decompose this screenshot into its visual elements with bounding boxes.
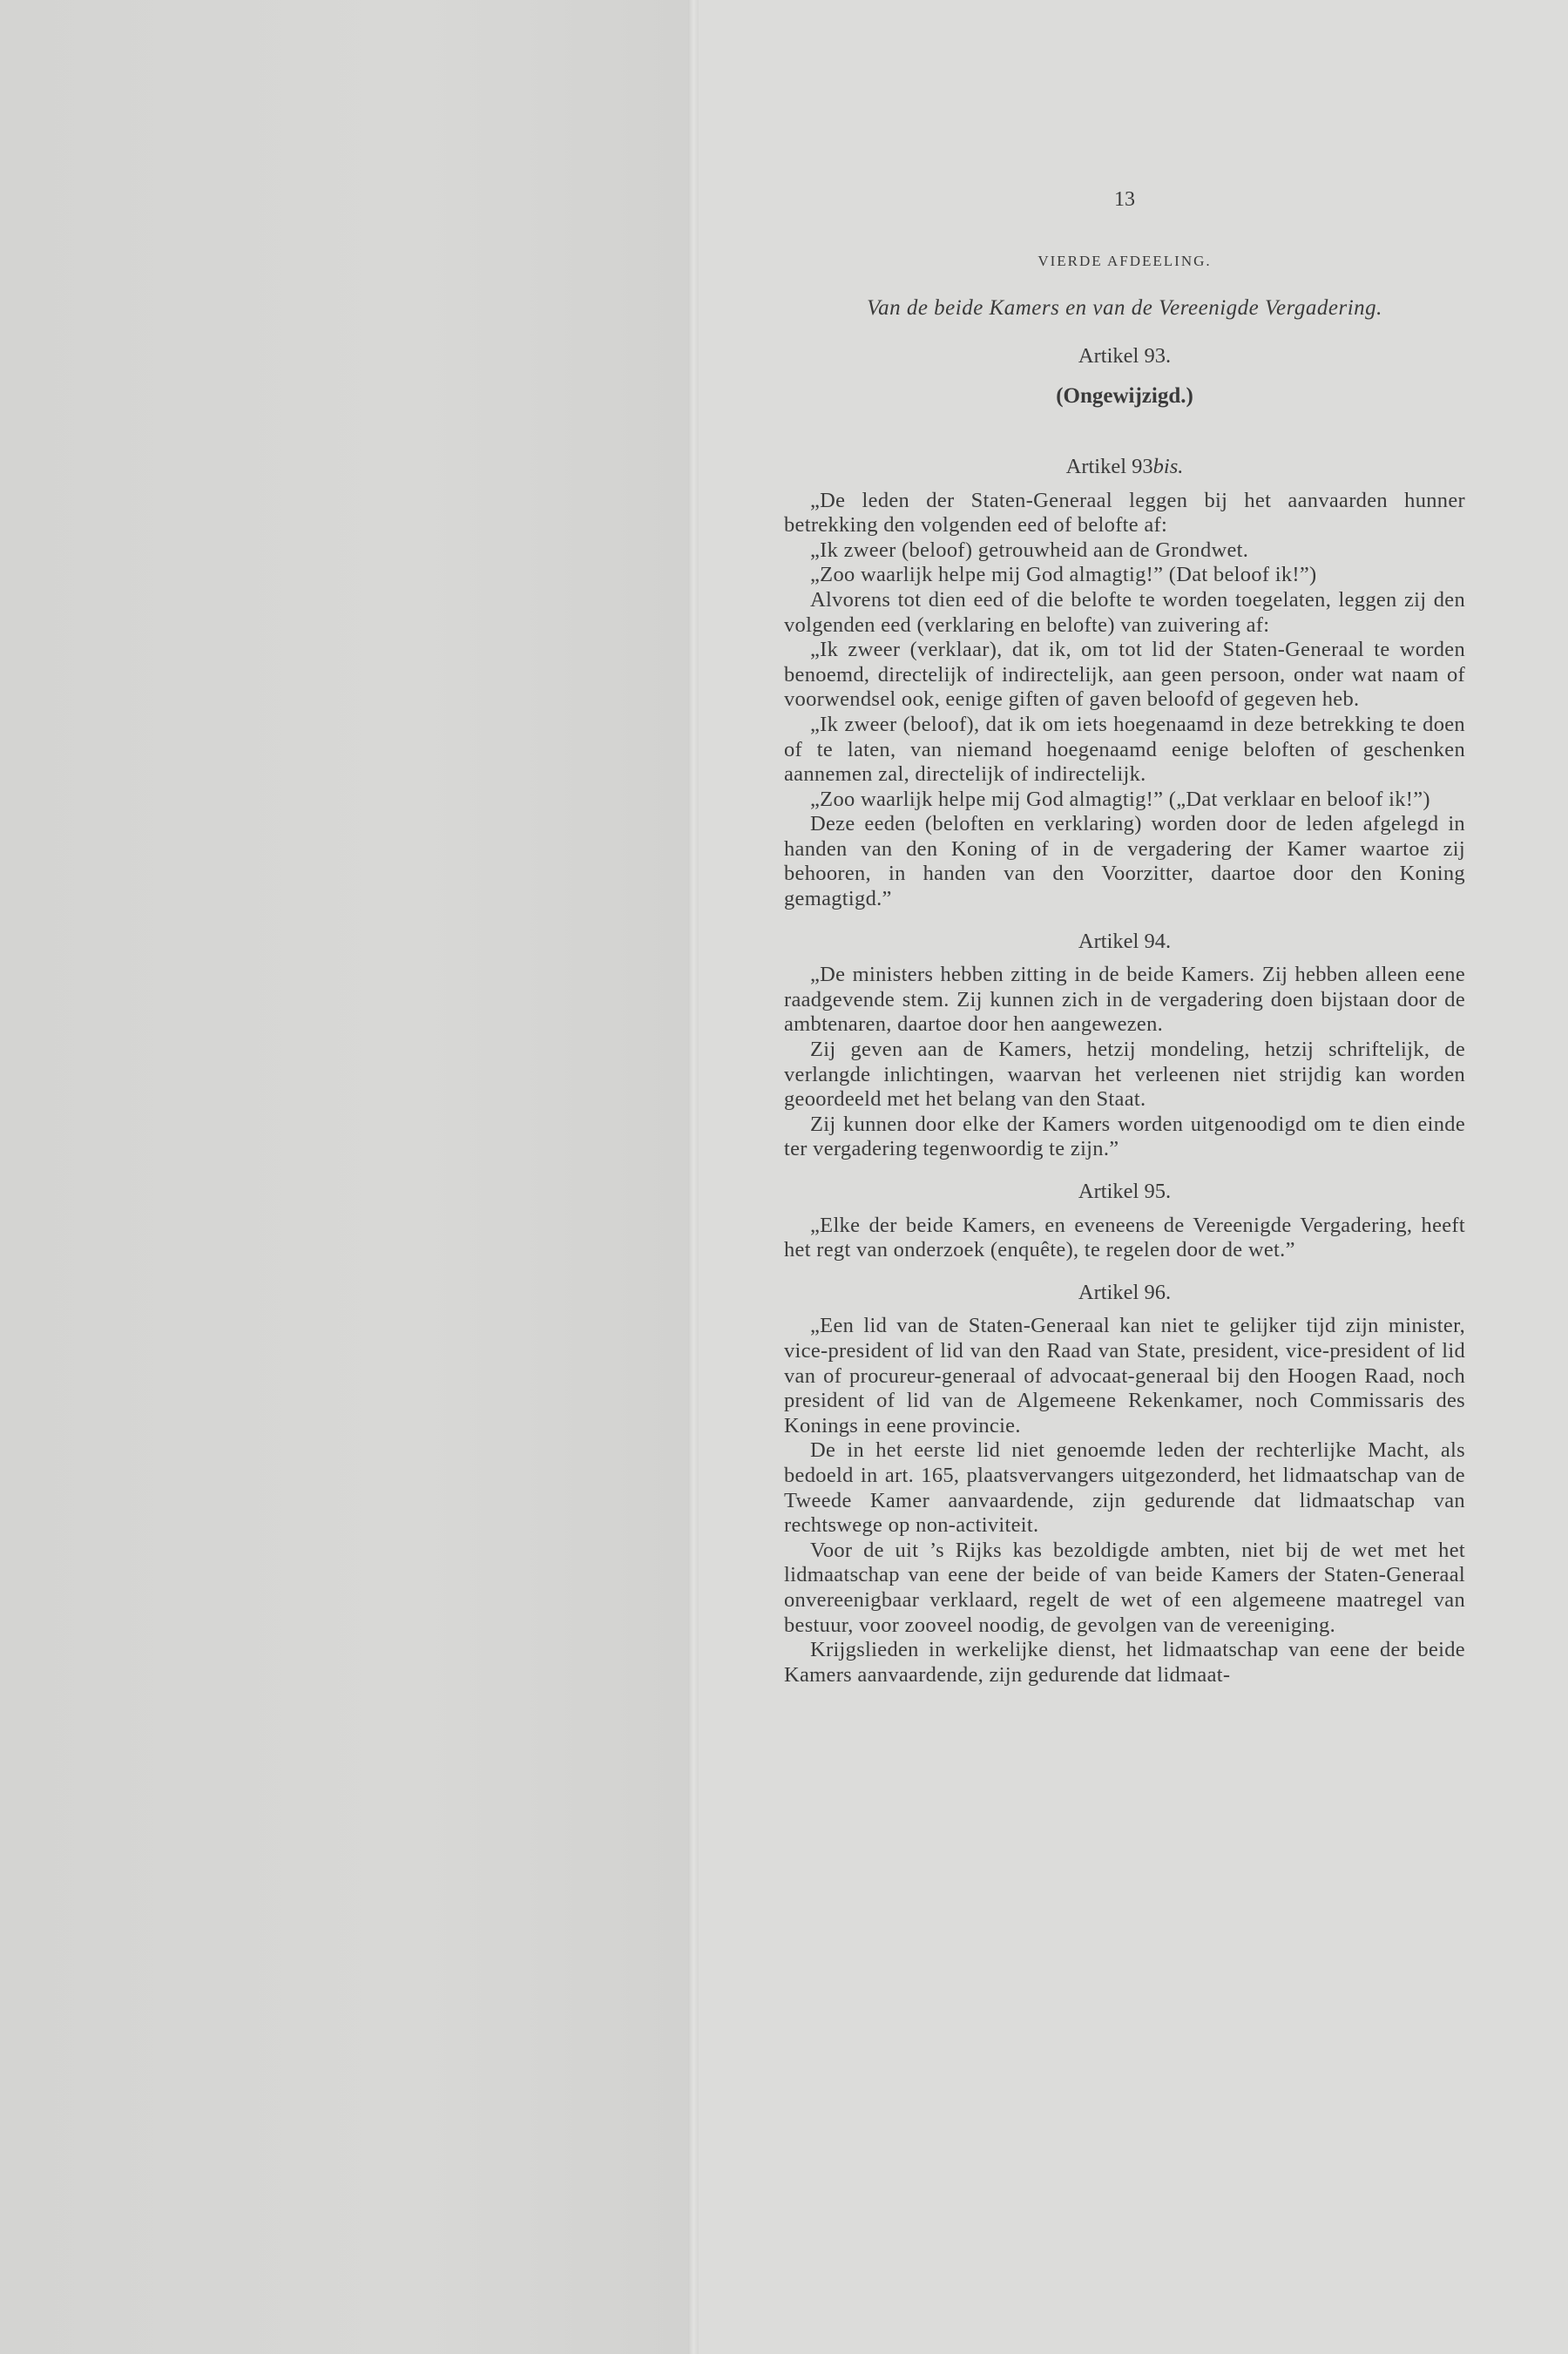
article-body	[784, 1314, 1465, 1688]
article-title	[784, 1180, 1465, 1205]
article-title	[784, 455, 1465, 480]
paragraph: Zij kunnen door elke der Kamers worden uitgenoodigd om te dien einde ter vergadering tegenwoordig te zijn.”	[784, 1112, 1465, 1161]
article-title	[784, 930, 1465, 955]
article-note: (Ongewijzigd.)	[1056, 384, 1193, 409]
article-title	[784, 344, 1465, 369]
paragraph: Deze eeden (beloften en verklaring) worden door de leden afgelegd in handen van den Koning of in de vergadering der Kamer waartoe zij behooren, in handen van den Voorzitter, daartoe door den Koning gemagtigd.”	[784, 812, 1465, 911]
paragraph: Alvorens tot dien eed of die belofte te worden toegelaten, leggen zij den volgenden eed (verklaring en belofte) van zuivering af:	[784, 587, 1465, 637]
paragraph: „De leden der Staten-Generaal leggen bij het aanvaarden hunner betrekking den volgenden eed of belofte af:	[784, 488, 1465, 538]
article	[784, 930, 1465, 1162]
chapter-title: Van de beide Kamers en van de Vereenigde Vergadering.	[867, 296, 1382, 321]
text-column	[784, 187, 1465, 1705]
article-body	[784, 963, 1465, 1162]
article-body	[784, 1214, 1465, 1263]
article-title	[784, 1281, 1465, 1306]
article-title-text: Artikel 93	[1065, 454, 1153, 478]
paragraph: „Elke der beide Kamers, en eveneens de Vereenigde Vergadering, heeft het regt van onderzoek (enquête), te regelen door de wet.”	[784, 1213, 1465, 1262]
paragraph: Krijgslieden in werkelijke dienst, het lidmaatschap van eene der beide Kamers aanvaardende, zijn gedurende dat lidmaat-	[784, 1638, 1465, 1687]
paragraph: „Een lid van de Staten-Generaal kan niet te gelijker tijd zijn minister, vice-president of lid van den Raad van State, president, vice-president of lid van of procureur-generaal of advocaat-generaal bij den Hoogen Raad, noch president of lid van de Algemeene Rekenkamer, noch Commissaris des Konings in eene provincie.	[784, 1314, 1465, 1437]
article-title-text: Artikel 95.	[1078, 1180, 1172, 1203]
paragraph: De in het eerste lid niet genoemde leden der rechterlijke Macht, als bedoeld in art. 165, plaatsvervangers uitgezonderd, het lidmaatschap van de Tweede Kamer aanvaardende, zijn gedurende dat lidmaatschap van rechtswege op non-activiteit.	[784, 1438, 1465, 1538]
paragraph: „Zoo waarlijk helpe mij God almagtig!” (Dat beloof ik!”)	[810, 563, 1317, 587]
article-title-text: Artikel 94.	[1078, 929, 1172, 953]
article-title-suffix: bis.	[1152, 454, 1184, 478]
page-fold	[688, 0, 699, 2354]
paragraph: Voor de uit ’s Rijks kas bezoldigde ambten, niet bij de wet met het lidmaatschap van eene der beide of van beide Kamers der Staten-Generaal onvereenigbaar verklaard, regelt de wet of een algemeene maatregel van bestuur, voor zooveel noodig, de gevolgen van de vereeniging.	[784, 1538, 1465, 1637]
article	[784, 1281, 1465, 1688]
paragraph: „Ik zweer (verklaar), dat ik, om tot lid der Staten-Generaal te worden benoemd, directelijk of indirectelijk, aan geen persoon, onder wat naam of voorwendsel ook, eenige giften of gaven beloofd of gegeven heb.	[784, 638, 1465, 712]
article-title-text: Artikel 96.	[1078, 1280, 1172, 1304]
article	[784, 1180, 1465, 1263]
paragraph: „Ik zweer (beloof), dat ik om iets hoegenaamd in deze betrekking te doen of te laten, van niemand hoegenaamd eenige beloften of geschenken aannemen zal, directelijk of indirectelijk.	[784, 712, 1465, 787]
blank-left-page	[0, 0, 688, 2354]
article-body	[784, 489, 1465, 912]
article-title-text: Artikel 93.	[1078, 343, 1172, 368]
paragraph: „Ik zweer (beloof) getrouwheid aan de Grondwet.	[810, 538, 1249, 562]
paragraph: „De ministers hebben zitting in de beide Kamers. Zij hebben alleen eene raadgevende stem. Zij kunnen zich in de vergadering doen bijstaan door de ambtenaren, daartoe door hen aangewezen.	[784, 963, 1465, 1037]
paragraph: Zij geven aan de Kamers, hetzij mondeling, hetzij schriftelijk, de verlangde inlichtingen, waarvan het verleenen niet strijdig kan worden geoordeeld met het belang van den Staat.	[784, 1038, 1465, 1112]
articles	[784, 344, 1465, 1688]
article	[784, 455, 1465, 912]
paragraph: „Zoo waarlijk helpe mij God almagtig!” („Dat verklaar en beloof ik!”)	[810, 787, 1430, 811]
page-number: 13	[1114, 188, 1135, 211]
section-heading: VIERDE AFDEELING.	[1037, 252, 1212, 269]
article	[784, 344, 1465, 409]
